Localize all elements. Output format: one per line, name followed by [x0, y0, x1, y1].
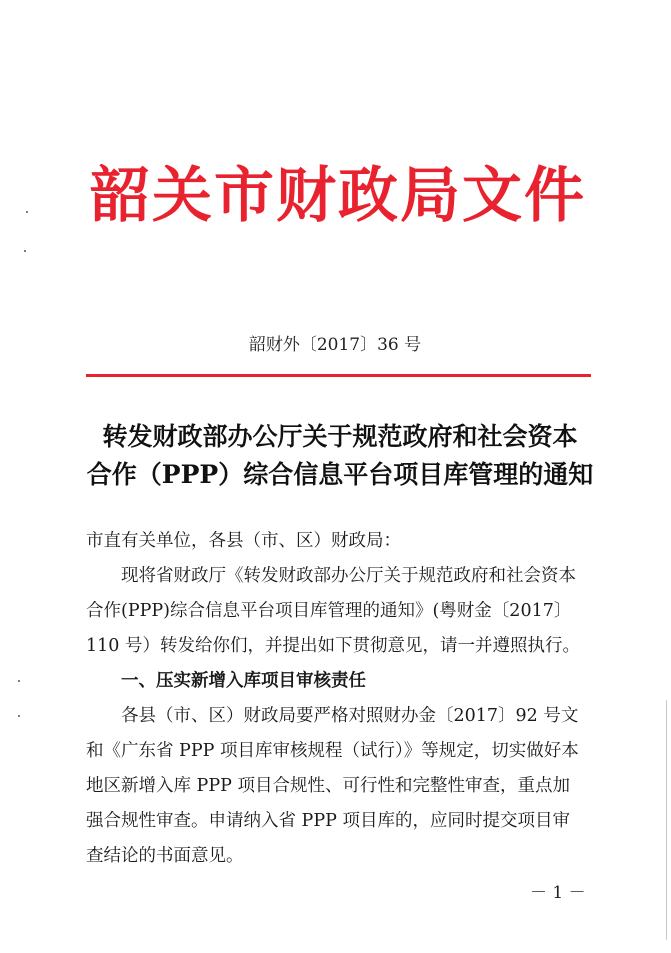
page-number: － 1 － — [530, 883, 586, 903]
document-body — [86, 524, 586, 874]
document-title-line-2: 合作（PPP）综合信息平台项目库管理的通知 — [86, 460, 594, 489]
scan-speck — [24, 250, 26, 252]
salutation: 市直有关单位，各县（市、区）财政局： — [86, 531, 401, 551]
red-divider-line — [86, 374, 591, 377]
scan-speck — [26, 211, 28, 213]
issuer-header-title: 韶关市财政局文件 — [90, 161, 586, 231]
section-heading-1: 一、压实新增入库项目审核责任 — [121, 671, 366, 691]
scan-speck — [18, 715, 20, 717]
scan-speck — [18, 680, 20, 682]
document-title-line-1: 转发财政部办公厅关于规范政府和社会资本 — [102, 422, 578, 451]
scan-edge-line — [666, 700, 667, 940]
document-number: 韶财外〔2017〕36 号 — [248, 335, 422, 355]
document-title — [80, 418, 600, 494]
body-paragraph-1: 现将省财政厅《转发财政部办公厅关于规范政府和社会资本合作(PPP)综合信息平台项目库管理的通知》(粤财金〔2017〕110 号）转发给你们，并提出如下贯彻意见，请一并遵照执行。 — [86, 566, 580, 656]
body-paragraph-2: 各县（市、区）财政局要严格对照财办金〔2017〕92 号文和《广东省 PPP 项目库审核规程（试行）》等规定，切实做好本地区新增入库 PPP 项目合规性、可行性和完整性审查，重点加强合规性审查。申请纳入省 PPP 项目库的，应同时提交项目审查结论的书面意见。 — [86, 706, 579, 866]
